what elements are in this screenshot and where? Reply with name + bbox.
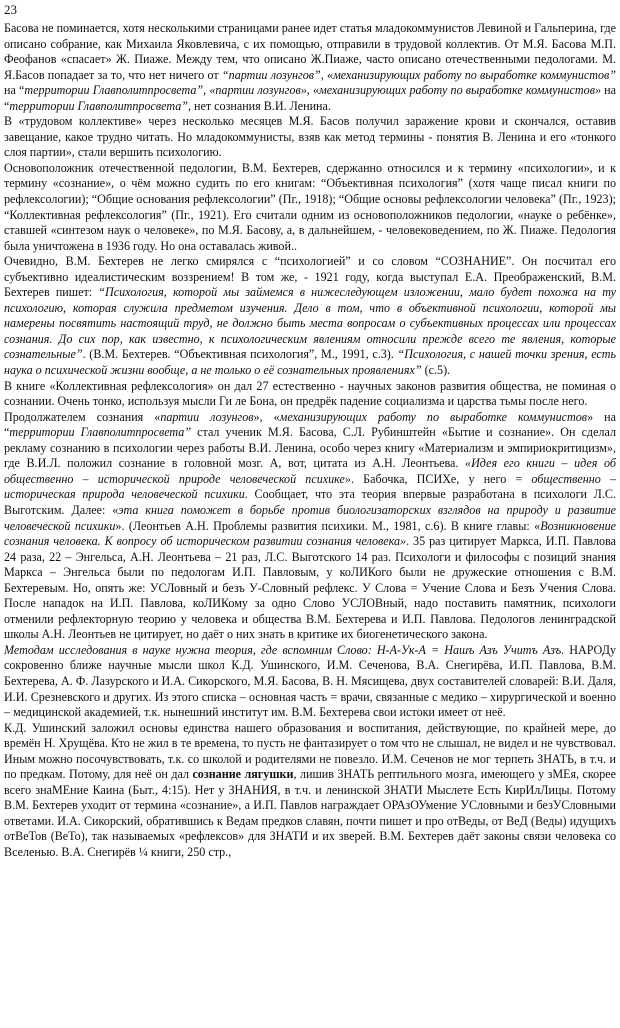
paragraph-text: , « (320, 67, 334, 82)
paragraph-text: В «трудовом коллективе» через несколько месяцев М.Я. Басов получил заражение крови и скончался, оставив завещание, какое трудно читать. Но младокоммунисты, взяв как метод термины - понятия В. Ленина и его «тонкого слоя партии», стали вершить психологию. (4, 114, 616, 160)
paragraph-text: , лишив ЗНАТЬ рептильного мозга, имеющего у зМЕя, скорее всего знаМЕние Каина (Быт., 4:15). Нет у ЗНАНИЯ, в т.ч. и ленинской ЗНАТИ Мыслете Есть КирИлЛицы. Потому В.М. Бехтерев уходит от термина «сознание», а И.П. Павлов награждает ОРАзОУмение УСловными и безУСловными ответами. И.А. Сикорский, обратившись к Ведам предков славян, почти пишет и про отВеды, от ВеД (Веды) идущихъ отВеТов (ВеТо), так называемых «рефлексов» для ЗНАТИ и их зверей. В.М. Бехтерев даёт законы связи человека со Вселенью. В.А. Снегирёв ¼ книги, 250 стр., (4, 767, 616, 859)
italic-quote: “Психология, с нашей точки зрения, есть наука о психической жизни вообще, а не только о её сознательных проявлениях” (4, 347, 617, 378)
paragraph-text: Основоположник отечественной педологии, В.М. Бехтерев, сдержанно относился и к термину «психологии», и к термину «сознание», о чём можно судить по его книгам: “Объективная психология” (хотя чаще писал книги по рефлексологии); “Общие основания рефлексологии” (Пг., 1918); “Общие основы рефлексологии человека” (Пг., 1923); “Коллективная рефлексология” (Пг., 1921). Его считали одним из основоположников педологии, «науке о ребёнке», ставшей «синтезом наук о человеке», по М.Я. Басову, а, в дальнейшем, - человековедением, по Ж. Пиаже. Педология была уничтожена в 1936 году. Но она оставалась живой.. (4, 160, 616, 253)
bold-text: сознание лягушки (192, 767, 294, 782)
italic-quote: эта книга поможет в борьбе против биологизаторских взглядов на природу и развитие человеческой психики (4, 502, 616, 533)
paragraph (4, 21, 616, 114)
paragraph-text: , « (306, 83, 319, 98)
italic-quote: “партии лозунгов” (221, 67, 321, 82)
paragraph-text: стал ученик М.Я. Басова, С.Л. Рубинштейн «Бытие и сознание». Он сделал рекламу сознанию в психологии через работы В.И. Ленина, особо через книгу «Материализм и эмпириокритицизм», где В.И.Л. положил сознание в головной мозг. А, вот, цитата из А.Н. Леонтьева. (4, 425, 617, 471)
page-number: 23 (4, 2, 17, 17)
paragraph-text: » на “ (4, 409, 616, 440)
italic-quote: территории Главполитпросвета”, «партии лозунгов» (24, 83, 307, 98)
paragraph-text: В книге «Коллективная рефлексология» он дал 27 естественно - научных законов развития общества, не поминая о сознании. Очень тонко, используя мысли Ги ле Бона, он предрёк падение социализма и царства тьмы после него. (4, 378, 616, 409)
paragraph (4, 254, 616, 378)
paragraph-text: », « (253, 409, 280, 424)
paragraph-text: . НАРОДу сокровенно ближе научные мысли школ К.Д. Ушинского, И.М. Сеченова, В.А. Снегирёва, И.П. Павлова, В.М. Бехтерева, А. Ф. Лазурского и И.А. Сикорского, М.Я. Басова, В. Н. Мясищева, двух составителей словарей: В.И. Даля, И.И. Срезневского и других. Из этого списка – основная часть = врачи, связанные с медико – хирургической и военно – медицинской академией, т.к. нынешний институт им. В.М. Бехтерева свои истоки имеет от неё. (4, 642, 616, 720)
italic-quote: Методам исследования в науке нужна теория, где вспомним Слово: Н-А-Ук-А = Нашъ Азъ Учитъ Азъ (4, 642, 562, 657)
paragraph-text: . 35 раз цитирует Маркса, И.П. Павлова 24 раза, 22 – Энгельса, А.Н. Леонтьева – 21 раз, Л.С. Выготского 14 раз. Психологи и философы с позиций знания Маркса – Энгельса были по педологам И.П. Павловым, у коЛИКого были не дружеские отношения с В.М. Бехтеревым. Но, опять же: УСЛовный и безъ У-Словный рефлекс. У Слова = Учение Слова и Безъ Учения Слова. После нападок на И.П. Павлова, коЛИКому за одно Слово УСЛОВный, надо поставить памятник, психологи отменили рефлекторную теорию у человека и общества В.М. Бехтерева и И.П. Павлова. Педологов ленинградской школы А.Н. Леонтьев не цитирует, но даёт о них знать в критике их биогенетического закона. (4, 534, 616, 642)
paragraph-text: , нет сознания В.И. Ленина. (187, 98, 331, 113)
paragraph-text: на “ (4, 83, 25, 98)
italic-quote: территории Главполитпросвета” (9, 98, 188, 113)
italic-quote: «Идея его книги – идея об общественно – исторической природе человеческой психике» (4, 456, 616, 486)
italic-quote: механизирующих работу по выработке коммунистов” (333, 67, 616, 82)
paragraph-text: Сообщает, что эта теория впервые разработана в психологи Л.С. Выготским. Далее: « (4, 487, 616, 517)
document-body (4, 21, 616, 861)
italic-quote: партии лозунгов (160, 409, 254, 424)
paragraph-text: К.Д. Ушинский заложил основы единства нашего образования и воспитания, действующие, по крайней мере, до времён Н. Хрущёва. Кто не жил в те времена, то пусть не фантазирует о том что не слышал, не видел и не чувствовал. Иным можно посочувствовать, т.к. со школой и родителями не повезло. И.М. Сеченов не мог терпеть ЗНАТЬ, в т.ч. и по предкам. Потому, для неё он дал (4, 720, 616, 782)
paragraph-text: . (В.М. Бехтерев. “Объективная психология”, М., 1991, с.3). (82, 347, 398, 362)
italic-quote: “Психология, которой мы займемся в нижеследующем изложении, мало будет похожа на ту психологию, которая служила предметом изучения. Дело в том, что в объективной психологии, которой мы намерены посвятить настоящий труд, не должно быть места вопросам о субъективных процессах или процессах сознания. До сих пор, как известно, к психологическим явлениям относили прежде всего те явления, которые сознательные” (4, 285, 617, 362)
paragraph-text: (с.5). (421, 363, 451, 378)
paragraph (4, 379, 616, 410)
paragraph-text: Продолжателем сознания « (4, 409, 161, 424)
paragraph-text: ». (Леонтьев А.Н. Проблемы развития психики. М., 1981, с.6). В книге главы: « (115, 518, 541, 533)
italic-quote: механизирующих работу по выработке коммунистов» (319, 83, 601, 98)
italic-quote: общественно – историческая природа человеческой психики. (4, 471, 616, 502)
italic-quote: территории Главполитпросвета” (9, 425, 192, 440)
paragraph-text: на “ (4, 83, 617, 113)
italic-quote: механизирующих работу по выработке коммунистов (279, 409, 588, 424)
paragraph (4, 643, 616, 721)
paragraph (4, 114, 616, 161)
paragraph (4, 161, 616, 254)
paragraph-text: Очевидно, В.М. Бехтерев не легко смирялся с “психологией” и со словом “СОЗНАНИЕ”. Он посчитал его субъективно идеалистическим воззрением! В том же, - 1921 году, когда выступал Е.А. Преображенский, В.М. Бехтерев пишет: (4, 254, 616, 300)
italic-quote: Возникновение сознания человека. К вопросу об историческом развитии сознания человека» (4, 518, 616, 549)
paragraph-text: . Бабочка, ПСИХе, у него = (350, 471, 532, 486)
paragraph (4, 410, 616, 643)
paragraph-text: Басова не поминается, хотя несколькими страницами ранее идет статья младокоммунистов Левиной и Гальперина, где описано собрание, как Михаила Яковлевича, с их помощью, отправили в трудовой коллектив. От М.Я. Басова М.П. Феофанов «спасает» Ж. Пиаже. Между тем, что описано Ж.Пиаже, часто описано отечественными педологами. М. Я.Басов попадает за то, что нет ничего от (4, 21, 616, 82)
paragraph (4, 721, 616, 861)
